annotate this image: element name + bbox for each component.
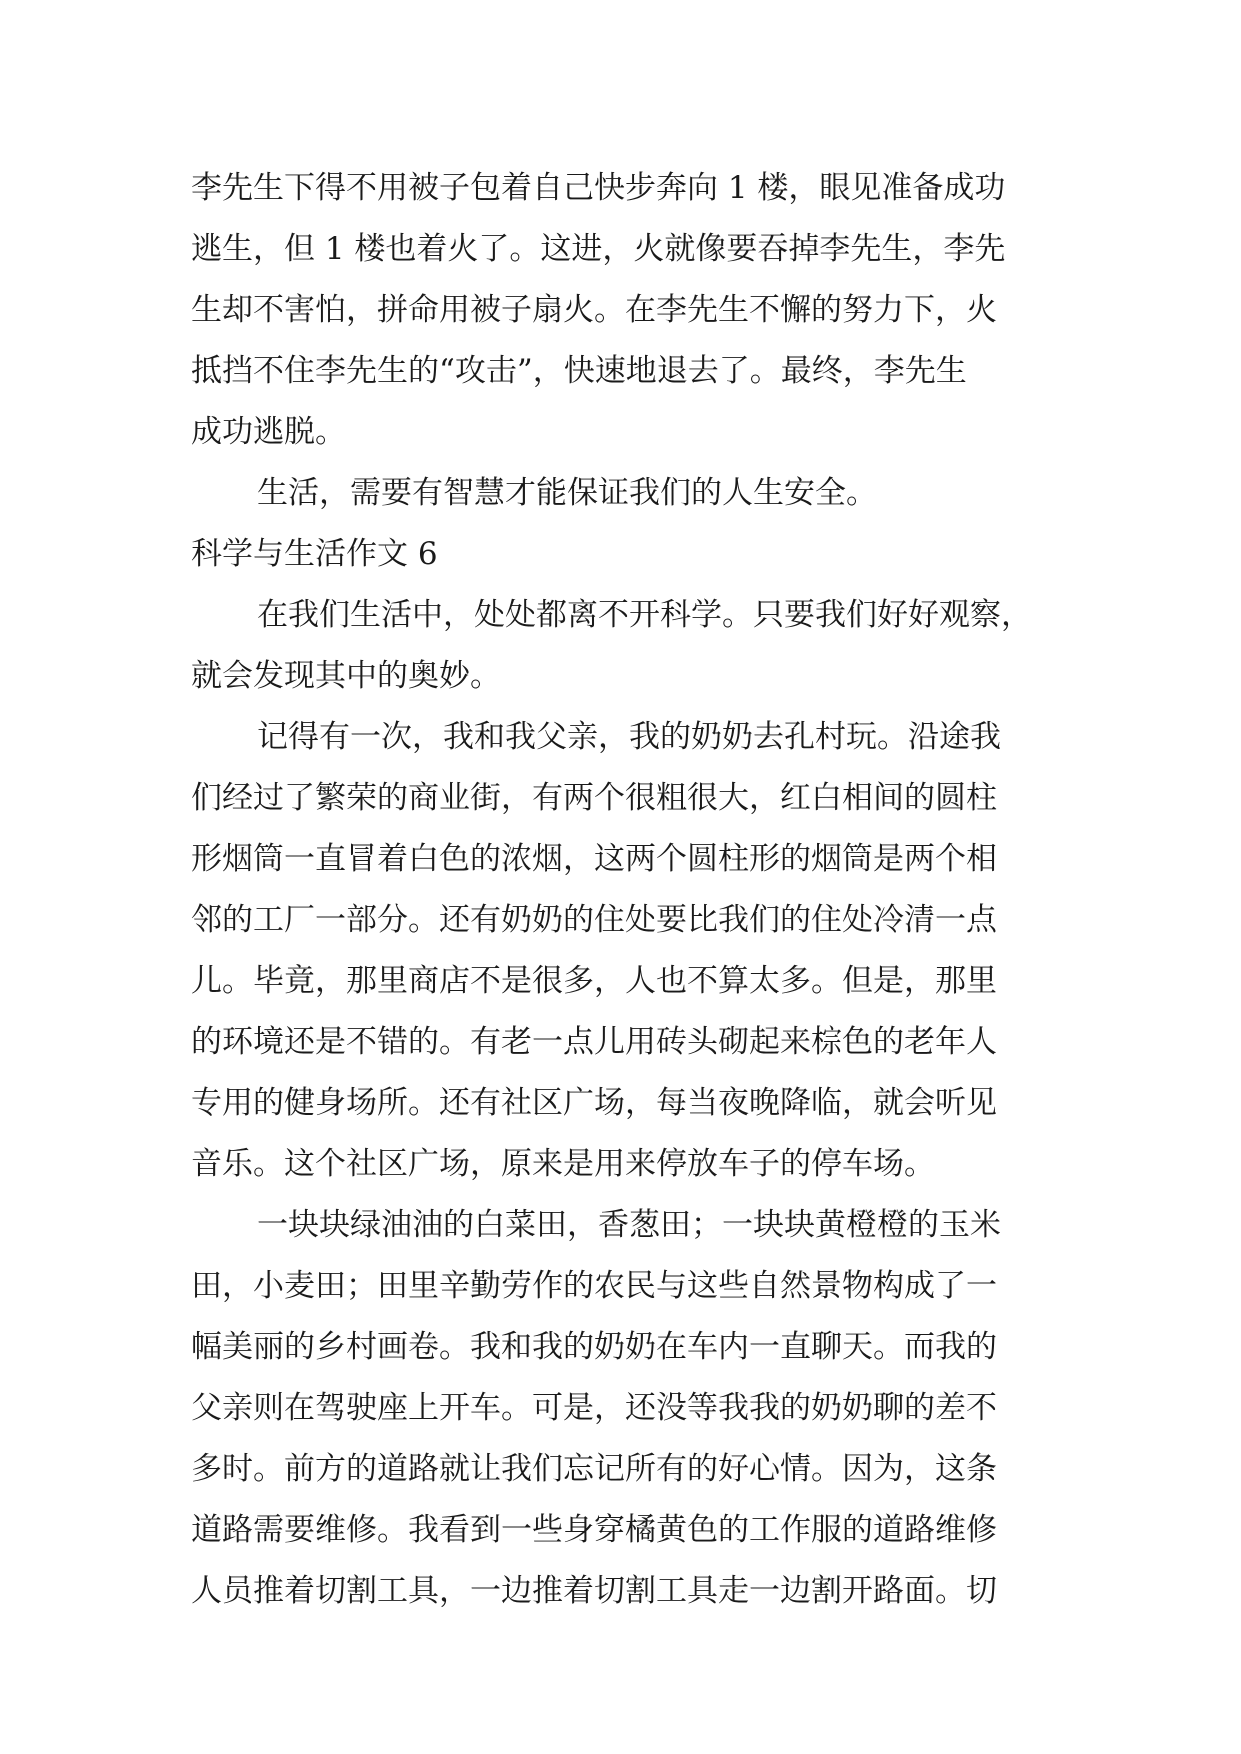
text-line: 生却不害怕，拼命用被子扇火。在李先生不懈的努力下，火 — [191, 292, 997, 328]
text-line: 专用的健身场所。还有社区广场，每当夜晚降临，就会听见 — [191, 1085, 997, 1121]
text-line: 抵挡不住李先生的“攻击”，快速地退去了。最终，李先生 — [191, 353, 967, 389]
text-line: 就会发现其中的奥妙。 — [191, 658, 501, 694]
text-line: 音乐。这个社区广场，原来是用来停放车子的停车场。 — [191, 1146, 935, 1182]
section-heading: 科学与生活作文 6 — [191, 536, 438, 572]
text-line: 父亲则在驾驶座上开车。可是，还没等我我的奶奶聊的差不 — [191, 1390, 997, 1426]
text-line: 李先生下得不用被子包着自己快步奔向 1 楼，眼见准备成功 — [191, 170, 1006, 206]
text-line: 一块块绿油油的白菜田，香葱田；一块块黄橙橙的玉米 — [257, 1207, 1001, 1243]
text-line: 田，小麦田；田里辛勤劳作的农民与这些自然景物构成了一 — [191, 1268, 997, 1304]
text-line: 生活，需要有智慧才能保证我们的人生安全。 — [257, 475, 877, 511]
text-line: 邻的工厂一部分。还有奶奶的住处要比我们的住处冷清一点 — [191, 902, 997, 938]
text-line: 记得有一次，我和我父亲，我的奶奶去孔村玩。沿途我 — [257, 719, 1001, 755]
text-line: 逃生，但 1 楼也着火了。这进，火就像要吞掉李先生，李先 — [191, 231, 1006, 267]
document-body — [191, 158, 1053, 1622]
text-line: 形烟筒一直冒着白色的浓烟，这两个圆柱形的烟筒是两个相 — [191, 841, 997, 877]
text-line: 们经过了繁荣的商业街，有两个很粗很大，红白相间的圆柱 — [191, 780, 997, 816]
text-line: 道路需要维修。我看到一些身穿橘黄色的工作服的道路维修 — [191, 1512, 997, 1548]
text-line: 成功逃脱。 — [191, 414, 346, 450]
text-line: 的环境还是不错的。有老一点儿用砖头砌起来棕色的老年人 — [191, 1024, 997, 1060]
text-line: 幅美丽的乡村画卷。我和我的奶奶在车内一直聊天。而我的 — [191, 1329, 997, 1365]
text-line: 在我们生活中，处处都离不开科学。只要我们好好观察， — [257, 597, 1032, 633]
text-line: 儿。毕竟，那里商店不是很多，人也不算太多。但是，那里 — [191, 963, 997, 999]
text-line: 多时。前方的道路就让我们忘记所有的好心情。因为，这条 — [191, 1451, 997, 1487]
text-line: 人员推着切割工具，一边推着切割工具走一边割开路面。切 — [191, 1573, 997, 1609]
